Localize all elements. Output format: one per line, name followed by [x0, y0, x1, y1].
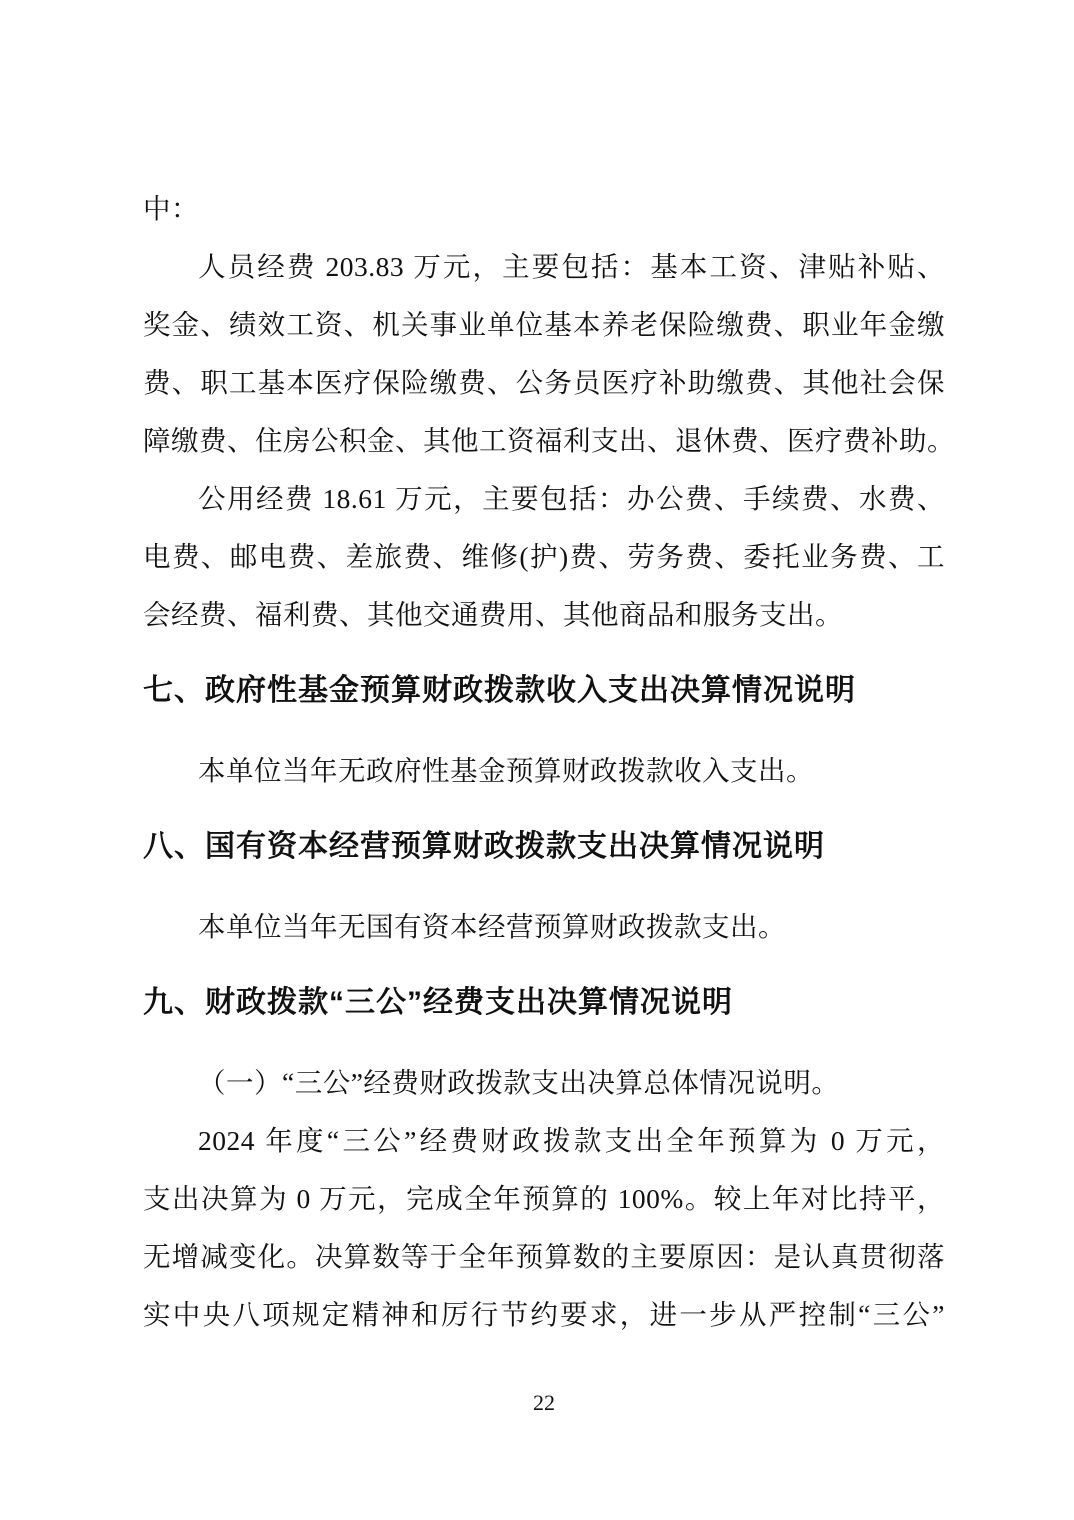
paragraph-line: （一）“三公”经费财政拨款支出决算总体情况说明。: [198, 1067, 840, 1098]
section-heading: 九、财政拨款“三公”经费支出决算情况说明: [143, 986, 733, 1019]
paragraph-line: 费、职工基本医疗保险缴费、公务员医疗补助缴费、其他社会保: [143, 367, 945, 398]
paragraph-line: 人员经费 203.83 万元，主要包括：基本工资、津贴补贴、: [198, 251, 945, 282]
document-content: [143, 180, 955, 1344]
paragraph-line: 实中央八项规定精神和厉行节约要求，进一步从严控制“三公”: [143, 1299, 945, 1330]
section-heading: 七、政府性基金预算财政拨款收入支出决算情况说明: [143, 674, 856, 707]
paragraph-line: 电费、邮电费、差旅费、维修(护)费、劳务费、委托业务费、工: [143, 541, 945, 572]
section-heading: 八、国有资本经营预算财政拨款支出决算情况说明: [143, 830, 825, 863]
paragraph-line: 障缴费、住房公积金、其他工资福利支出、退休费、医疗费补助。: [143, 425, 955, 456]
paragraph-line: 公用经费 18.61 万元，主要包括：办公费、手续费、水费、: [198, 483, 945, 514]
paragraph-line: 本单位当年无政府性基金预算财政拨款收入支出。: [198, 755, 814, 786]
paragraph-line: 中：: [143, 193, 199, 224]
paragraph-line: 奖金、绩效工资、机关事业单位基本养老保险缴费、职业年金缴: [143, 309, 945, 340]
paragraph-line: 无增减变化。决算数等于全年预算数的主要原因：是认真贯彻落: [143, 1241, 945, 1272]
paragraph-line: 2024 年度“三公”经费财政拨款支出全年预算为 0 万元，: [198, 1125, 945, 1156]
paragraph-line: 会经费、福利费、其他交通费用、其他商品和服务支出。: [143, 599, 843, 630]
paragraph-line: 本单位当年无国有资本经营预算财政拨款支出。: [198, 911, 786, 942]
page-number: 22: [533, 1390, 555, 1415]
paragraph-line: 支出决算为 0 万元，完成全年预算的 100%。较上年对比持平，: [143, 1183, 945, 1214]
